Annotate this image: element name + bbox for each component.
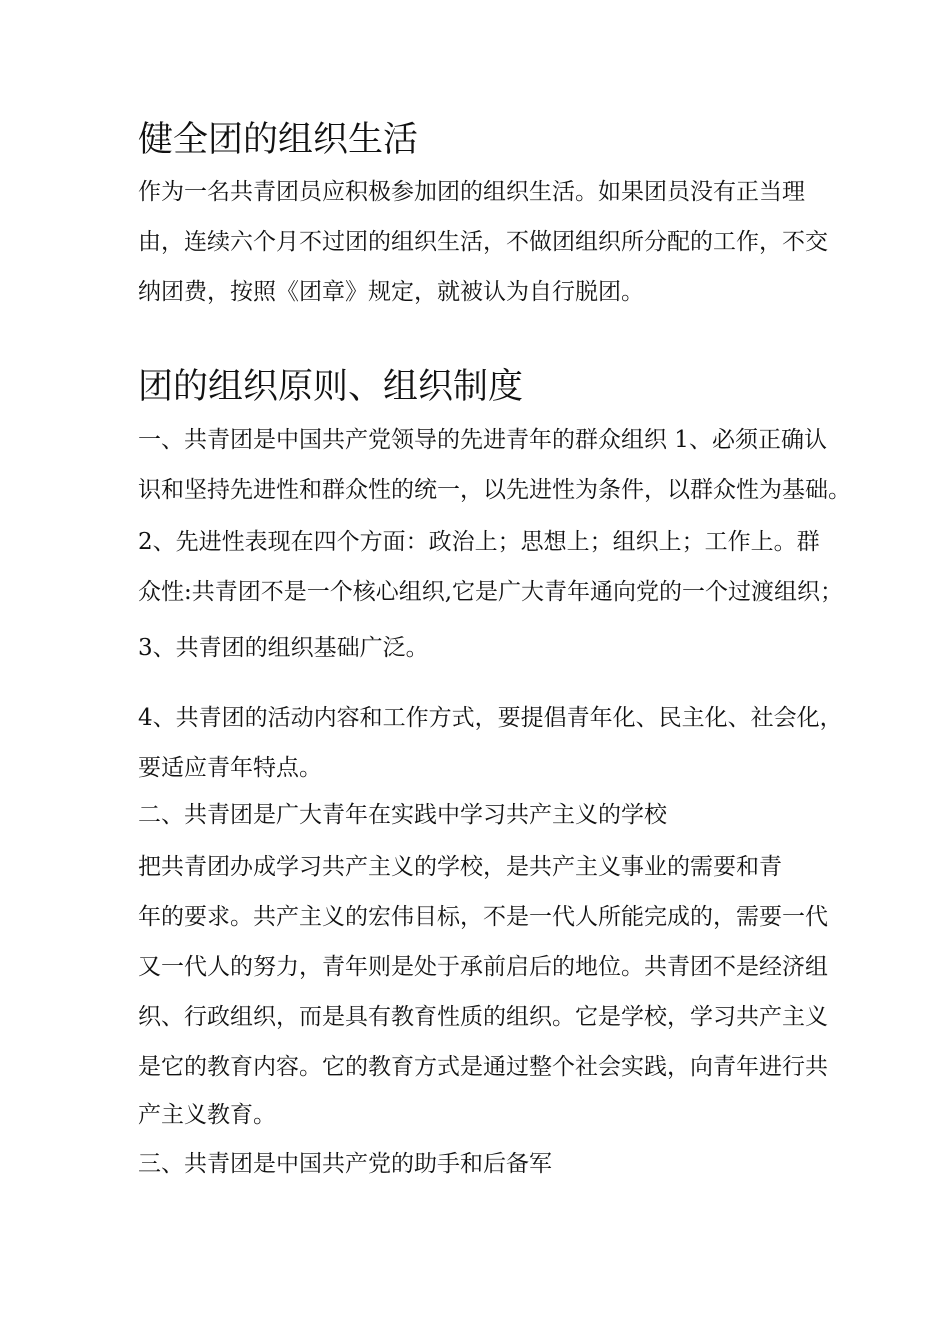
paragraph-line: 4、共青团的活动内容和工作方式，要提倡青年化、民主化、社会化， <box>138 705 843 731</box>
paragraph-line: 3、共青团的组织基础广泛。 <box>138 635 429 661</box>
paragraph-line: 由，连续六个月不过团的组织生活，不做团组织所分配的工作，不交 <box>138 229 828 255</box>
paragraph-line: 是它的教育内容。它的教育方式是通过整个社会实践，向青年进行共 <box>138 1054 828 1080</box>
paragraph-line: 把共青团办成学习共产主义的学校，是共产主义事业的需要和青 <box>138 854 782 880</box>
paragraph-line: 纳团费，按照《团章》规定，就被认为自行脱团。 <box>138 279 644 305</box>
section-heading-organization-principles: 团的组织原则、组织制度 <box>138 367 524 407</box>
paragraph-line: 作为一名共青团员应积极参加团的组织生活。如果团员没有正当理 <box>138 179 805 205</box>
paragraph-line: 又一代人的努力，青年则是处于承前启后的地位。共青团不是经济组 <box>138 954 828 980</box>
paragraph-line: 织、行政组织，而是具有教育性质的组织。它是学校，学习共产主义 <box>138 1004 828 1030</box>
section-heading-organization-life: 健全团的组织生活 <box>138 120 419 160</box>
paragraph-line: 产主义教育。 <box>138 1102 276 1128</box>
paragraph-line: 2、先进性表现在四个方面：政治上；思想上；组织上；工作上。群 <box>138 529 820 555</box>
paragraph-line: 众性:共青团不是一个核心组织,它是广大青年通向党的一个过渡组织； <box>138 579 844 605</box>
subsection-heading: 二、共青团是广大青年在实践中学习共产主义的学校 <box>138 802 667 828</box>
paragraph-line: 年的要求。共产主义的宏伟目标，不是一代人所能完成的，需要一代 <box>138 904 828 930</box>
paragraph-line: 一、共青团是中国共产党领导的先进青年的群众组织 1、必须正确认 <box>138 427 827 453</box>
paragraph-line: 要适应青年特点。 <box>138 755 322 781</box>
paragraph-line: 识和坚持先进性和群众性的统一，以先进性为条件，以群众性为基础。 <box>138 477 851 503</box>
subsection-heading: 三、共青团是中国共产党的助手和后备军 <box>138 1151 552 1177</box>
